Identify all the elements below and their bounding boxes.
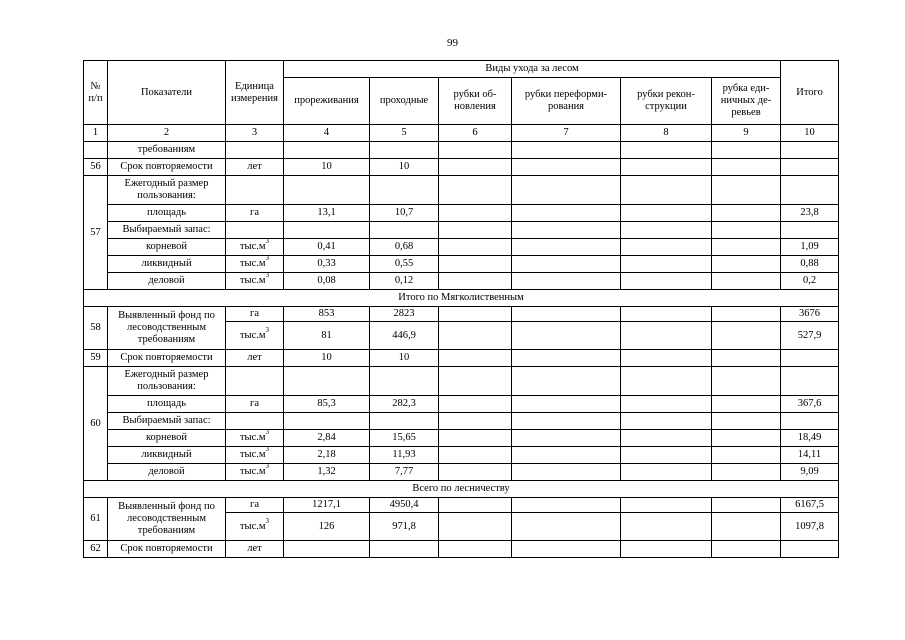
- value-cell: 282,3: [370, 396, 439, 413]
- value-cell: 0,12: [370, 273, 439, 290]
- header-type-renewal: рубки об-новления: [439, 78, 512, 125]
- unit-cell: лет: [226, 350, 284, 367]
- value-cell: 126: [284, 513, 370, 541]
- indicator-label: Срок повторяемости: [108, 350, 226, 367]
- indicator-label: площадь: [108, 205, 226, 222]
- value-cell: 2,18: [284, 447, 370, 464]
- header-unit: Единица измерения: [226, 61, 284, 125]
- value-cell: 971,8: [370, 513, 439, 541]
- indicator-label: Срок повторяемости: [108, 541, 226, 558]
- table-row: [84, 396, 839, 413]
- total-cell: 0,2: [781, 273, 839, 290]
- row-number: 57: [84, 176, 108, 290]
- table-row: [84, 541, 839, 558]
- table-row: [84, 205, 839, 222]
- value-cell: 0,08: [284, 273, 370, 290]
- table-row: [84, 307, 839, 322]
- table-row: [84, 239, 839, 256]
- value-cell: 853: [284, 307, 370, 322]
- table-row: [84, 273, 839, 290]
- header-type-passing: проходные: [370, 78, 439, 125]
- col-num: 5: [370, 125, 439, 142]
- unit-cell: $тыс.м^3$: [226, 447, 284, 464]
- unit-cell: га: [226, 396, 284, 413]
- section-title: Всего по лесничеству: [84, 481, 839, 498]
- value-cell: 2,84: [284, 430, 370, 447]
- unit-cell: $тыс.м^3$: [226, 256, 284, 273]
- indicator-label: деловой: [108, 273, 226, 290]
- table-row: [84, 350, 839, 367]
- indicator-label: Выбираемый запас:: [108, 222, 226, 239]
- indicator-label: корневой: [108, 239, 226, 256]
- total-cell: 1097,8: [781, 513, 839, 541]
- value-cell: 446,9: [370, 322, 439, 350]
- col-num: 9: [712, 125, 781, 142]
- indicator-label: корневой: [108, 430, 226, 447]
- section-title: Итого по Мягколиственным: [84, 290, 839, 307]
- value-cell: 13,1: [284, 205, 370, 222]
- indicator-label: Ежегодный размер пользования:: [108, 176, 226, 205]
- row-number: 59: [84, 350, 108, 367]
- value-cell: 1217,1: [284, 498, 370, 513]
- indicator-label: ликвидный: [108, 256, 226, 273]
- unit-cell: га: [226, 307, 284, 322]
- col-num: 7: [512, 125, 621, 142]
- table-row: [84, 367, 839, 396]
- table-row: [84, 464, 839, 481]
- unit-cell: лет: [226, 159, 284, 176]
- value-cell: 2823: [370, 307, 439, 322]
- unit-cell: $тыс.м^3$: [226, 322, 284, 350]
- table-row: [84, 413, 839, 430]
- total-cell: 6167,5: [781, 498, 839, 513]
- value-cell: 10: [370, 159, 439, 176]
- col-num: 6: [439, 125, 512, 142]
- col-num: 3: [226, 125, 284, 142]
- value-cell: 85,3: [284, 396, 370, 413]
- table-row: [84, 176, 839, 205]
- row-number: 62: [84, 541, 108, 558]
- col-num: 4: [284, 125, 370, 142]
- value-cell: 10: [284, 159, 370, 176]
- unit-cell: $тыс.м^3$: [226, 273, 284, 290]
- value-cell: 11,93: [370, 447, 439, 464]
- column-numbers-row: [84, 125, 839, 142]
- indicator-label: Срок повторяемости: [108, 159, 226, 176]
- value-cell: 4950,4: [370, 498, 439, 513]
- value-cell: 1,32: [284, 464, 370, 481]
- table-row: [84, 256, 839, 273]
- unit-cell: га: [226, 205, 284, 222]
- header-indicator: Показатели: [108, 61, 226, 125]
- value-cell: 7,77: [370, 464, 439, 481]
- total-cell: 527,9: [781, 322, 839, 350]
- value-cell: 81: [284, 322, 370, 350]
- header-type-thinning: прореживания: [284, 78, 370, 125]
- total-cell: 367,6: [781, 396, 839, 413]
- table-row: [84, 447, 839, 464]
- header-total: Итого: [781, 61, 839, 125]
- indicator-label: Выявленный фонд по лесоводственным требованиям: [108, 498, 226, 541]
- row-number: 60: [84, 367, 108, 481]
- total-cell: 0,88: [781, 256, 839, 273]
- table-row: [84, 159, 839, 176]
- table-row: [84, 142, 839, 159]
- row-number: 61: [84, 498, 108, 541]
- unit-cell: лет: [226, 541, 284, 558]
- unit-cell: га: [226, 498, 284, 513]
- unit-cell: $тыс.м^3$: [226, 239, 284, 256]
- unit-cell: $тыс.м^3$: [226, 464, 284, 481]
- total-cell: 1,09: [781, 239, 839, 256]
- value-cell: 10: [284, 350, 370, 367]
- section-row: [84, 290, 839, 307]
- value-cell: 0,55: [370, 256, 439, 273]
- indicator-label: Выбираемый запас:: [108, 413, 226, 430]
- total-cell: 9,09: [781, 464, 839, 481]
- indicator-label: ликвидный: [108, 447, 226, 464]
- value-cell: 10: [370, 350, 439, 367]
- header-type-reformation: рубки переформи-рования: [512, 78, 621, 125]
- indicator-label: деловой: [108, 464, 226, 481]
- table-row: [84, 222, 839, 239]
- forest-care-table: [83, 60, 839, 558]
- header-row: [84, 61, 839, 78]
- unit-cell: $тыс.м^3$: [226, 513, 284, 541]
- indicator-label: требованиям: [108, 142, 226, 159]
- page-number: 99: [447, 37, 458, 49]
- col-num: 2: [108, 125, 226, 142]
- table-row: [84, 498, 839, 513]
- row-number: 56: [84, 159, 108, 176]
- value-cell: 0,33: [284, 256, 370, 273]
- value-cell: 15,65: [370, 430, 439, 447]
- row-number: 58: [84, 307, 108, 350]
- header-care-types: Виды ухода за лесом: [284, 61, 781, 78]
- value-cell: 0,41: [284, 239, 370, 256]
- indicator-label: площадь: [108, 396, 226, 413]
- total-cell: 23,8: [781, 205, 839, 222]
- col-num: 1: [84, 125, 108, 142]
- indicator-label: Выявленный фонд по лесоводственным требованиям: [108, 307, 226, 350]
- header-type-single-trees: рубка еди-ничных де-ревьев: [712, 78, 781, 125]
- indicator-label: Ежегодный размер пользования:: [108, 367, 226, 396]
- header-num: № п/п: [84, 61, 108, 125]
- total-cell: 18,49: [781, 430, 839, 447]
- value-cell: 0,68: [370, 239, 439, 256]
- col-num: 8: [621, 125, 712, 142]
- total-cell: 3676: [781, 307, 839, 322]
- table-row: [84, 430, 839, 447]
- header-type-reconstruction: рубки рекон-струкции: [621, 78, 712, 125]
- col-num: 10: [781, 125, 839, 142]
- total-cell: 14,11: [781, 447, 839, 464]
- unit-cell: $тыс.м^3$: [226, 430, 284, 447]
- value-cell: 10,7: [370, 205, 439, 222]
- section-row: [84, 481, 839, 498]
